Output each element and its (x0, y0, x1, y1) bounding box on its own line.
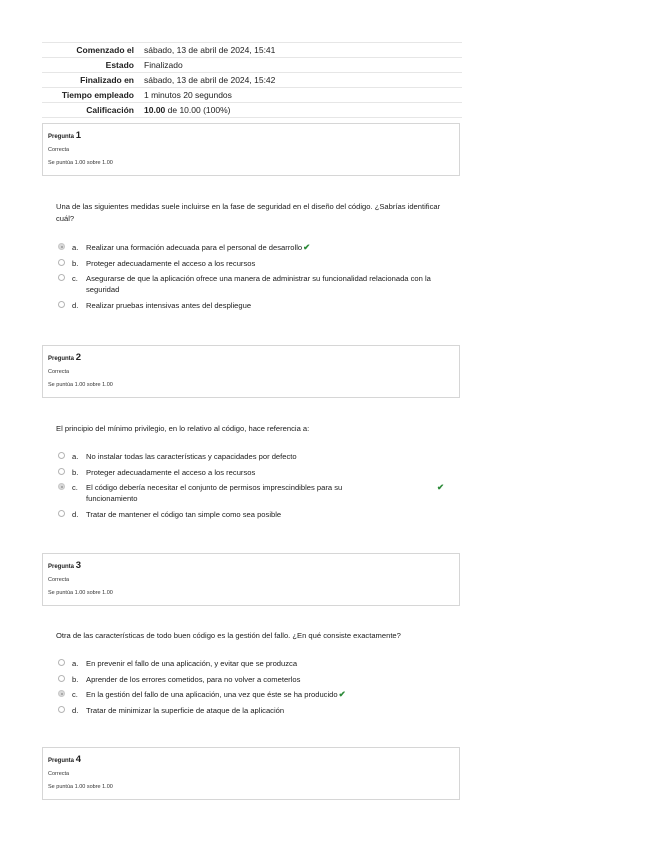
question-info-2 (42, 345, 460, 398)
correct-check-icon: ✔ (437, 482, 445, 492)
radio-icon[interactable] (58, 659, 65, 666)
answer-letter: c. (72, 274, 78, 283)
summary-label: Tiempo empleado (42, 88, 140, 103)
answer-option[interactable] (56, 300, 456, 311)
answer-text: Asegurarse de que la aplicación ofrece una manera de administrar su funcionalidad relacionada con la seguridad (86, 274, 431, 294)
summary-row-started (42, 43, 462, 58)
answer-text: Tratar de minimizar la superficie de ataque de la aplicación (86, 705, 285, 715)
question-state: Correcta (48, 577, 70, 583)
answer-text: Realizar una formación adecuada para el personal de desarrollo (86, 243, 303, 252)
answer-option[interactable] (56, 674, 456, 685)
question-info-3 (42, 553, 460, 606)
answer-option[interactable] (56, 705, 456, 716)
radio-icon[interactable] (58, 452, 65, 459)
question-state: Correcta (48, 771, 70, 777)
answer-list-3 (56, 658, 456, 720)
answer-letter: a. (72, 243, 79, 252)
question-number: Pregunta 4 (48, 754, 81, 765)
question-number: Pregunta 1 (48, 130, 81, 141)
summary-row-finished (42, 73, 462, 88)
radio-selected-icon[interactable] (58, 690, 65, 697)
answer-letter: a. (72, 452, 79, 461)
answer-text: Proteger adecuadamente el acceso a los recursos (86, 258, 256, 268)
summary-label: Finalizado en (42, 73, 140, 88)
radio-icon[interactable] (58, 675, 65, 682)
answer-letter: c. (72, 483, 78, 492)
answer-text: Aprender de los errores cometidos, para no volver a cometerlos (86, 674, 301, 684)
answer-letter: d. (72, 300, 79, 310)
summary-row-grade (42, 103, 462, 118)
radio-icon[interactable] (58, 274, 65, 281)
question-text-3: Otra de las características de todo buen código es la gestión del fallo. ¿En qué consiste exactamente? (56, 631, 401, 640)
answer-option[interactable] (56, 467, 456, 478)
question-grade: Se puntúa 1.00 sobre 1.00 (48, 590, 113, 596)
summary-value: 1 minutos 20 segundos (140, 88, 462, 103)
answer-option[interactable] (56, 258, 456, 269)
radio-selected-icon[interactable] (58, 483, 65, 490)
question-info-4 (42, 747, 460, 800)
question-grade: Se puntúa 1.00 sobre 1.00 (48, 160, 113, 166)
correct-check-icon: ✔ (338, 689, 346, 699)
summary-row-time-taken (42, 88, 462, 103)
answer-letter: b. (72, 258, 79, 268)
answer-letter: d. (72, 705, 79, 715)
question-info-1 (42, 123, 460, 176)
summary-label: Estado (42, 58, 140, 73)
answer-text: En la gestión del fallo de una aplicación, una vez que éste se ha producido (86, 690, 338, 699)
question-number: Pregunta 2 (48, 352, 81, 363)
answer-letter: c. (72, 690, 78, 699)
question-text-1: Una de las siguientes medidas suele incluirse en la fase de seguridad en el diseño del código. ¿Sabrías identificar cuál? (56, 202, 441, 223)
answer-list-1 (56, 242, 456, 315)
answer-option[interactable] (56, 689, 456, 700)
radio-icon[interactable] (58, 510, 65, 517)
radio-icon[interactable] (58, 259, 65, 266)
answer-list-2 (56, 451, 456, 524)
question-state: Correcta (48, 147, 70, 153)
answer-option[interactable] (56, 482, 456, 504)
radio-icon[interactable] (58, 706, 65, 713)
summary-label: Comenzado el (42, 43, 140, 58)
answer-text: Realizar pruebas intensivas antes del despliegue (86, 300, 252, 310)
answer-option[interactable] (56, 658, 456, 669)
summary-value: sábado, 13 de abril de 2024, 15:42 (140, 73, 462, 88)
question-state: Correcta (48, 369, 70, 375)
answer-text: Tratar de mantener el código tan simple como sea posible (86, 509, 282, 519)
summary-value (140, 103, 462, 118)
attempt-summary-table (42, 42, 462, 118)
grade-score: 10.00 (144, 105, 166, 115)
grade-total: de 10.00 (100%) (165, 105, 231, 115)
answer-text: El código debería necesitar el conjunto de permisos imprescindibles para su funcionamiento (86, 483, 343, 503)
question-text-2: El principio del mínimo privilegio, en lo relativo al código, hace referencia a: (56, 424, 310, 433)
answer-text: En prevenir el fallo de una aplicación, y evitar que se produzca (86, 659, 298, 668)
correct-check-icon: ✔ (303, 242, 311, 252)
answer-option[interactable] (56, 509, 456, 520)
summary-value: Finalizado (140, 58, 462, 73)
answer-option[interactable] (56, 273, 456, 295)
answer-option[interactable] (56, 451, 456, 462)
answer-letter: d. (72, 509, 79, 519)
answer-letter: a. (72, 659, 79, 668)
summary-label: Calificación (42, 103, 140, 118)
answer-text: Proteger adecuadamente el acceso a los recursos (86, 467, 256, 477)
radio-selected-icon[interactable] (58, 243, 65, 250)
radio-icon[interactable] (58, 468, 65, 475)
question-grade: Se puntúa 1.00 sobre 1.00 (48, 382, 113, 388)
question-number: Pregunta 3 (48, 560, 81, 571)
answer-option[interactable] (56, 242, 456, 253)
answer-letter: b. (72, 674, 79, 684)
question-grade: Se puntúa 1.00 sobre 1.00 (48, 784, 113, 790)
radio-icon[interactable] (58, 301, 65, 308)
answer-text: No instalar todas las características y capacidades por defecto (86, 452, 297, 461)
summary-value: sábado, 13 de abril de 2024, 15:41 (140, 43, 462, 58)
answer-letter: b. (72, 467, 79, 477)
summary-row-state (42, 58, 462, 73)
